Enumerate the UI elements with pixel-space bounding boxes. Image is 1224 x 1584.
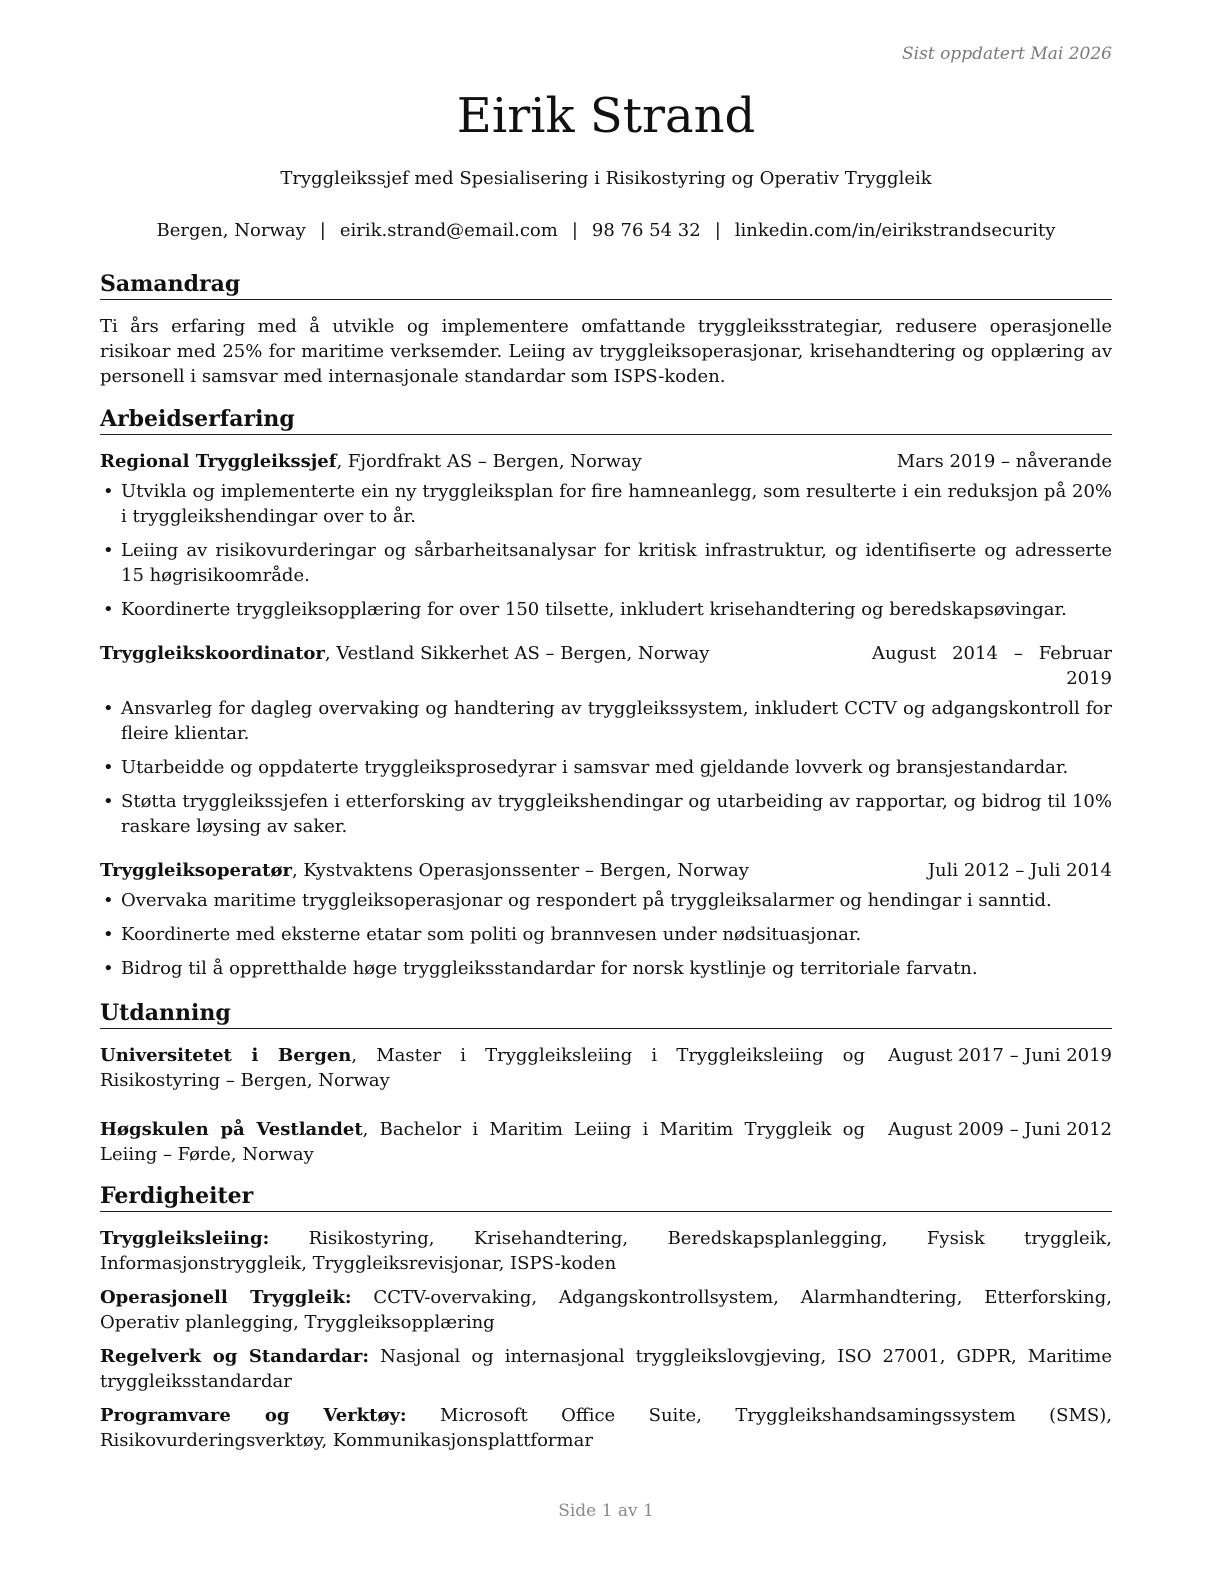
summary-text: Ti års erfaring med å utvikle og implementere omfattande tryggleiksstrategiar, redusere operasjonelle risikoar med 25% for maritime verksemder. Leiing av tryggleiksoperasjonar, krisehandtering og opplæring av personell i samsvar med internasjonale standardar som ISPS-koden. xyxy=(100,316,1112,387)
job-bullets xyxy=(100,888,1112,990)
job-dates: Mars 2019 – nåverande xyxy=(896,451,1112,472)
job-header xyxy=(100,449,1112,474)
education-item xyxy=(100,1117,1112,1167)
separator: | xyxy=(319,220,326,241)
contact-linkedin[interactable]: linkedin.com/in/eirikstrandsecurity xyxy=(734,220,1056,241)
list-item: • Ansvarleg for dagleg overvaking og handtering av tryggleikssystem, inkludert CCTV og adgangskontroll for fleire klientar. xyxy=(103,698,1112,744)
list-item: • Utarbeidde og oppdaterte tryggleiksprosedyrar i samsvar med gjeldande lovverk og bransjestandardar. xyxy=(103,757,1069,778)
job-role: Tryggleiksoperatør xyxy=(100,860,292,881)
skill-label: Regelverk og Standardar: xyxy=(100,1346,370,1367)
skill-line xyxy=(100,1403,1112,1453)
list-item: • Overvaka maritime tryggleiksoperasjonar og respondert på tryggleiksalarmer og hendingar i sanntid. xyxy=(103,890,1052,911)
job-bullets xyxy=(100,696,1112,848)
job-org: , Fjordfrakt AS – Bergen, Norway xyxy=(336,451,642,472)
section-title-summary: Samandrag xyxy=(100,270,1112,300)
separator: | xyxy=(714,220,721,241)
list-item: • Koordinerte tryggleiksopplæring for over 150 tilsette, inkludert krisehandtering og beredskapsøvingar. xyxy=(103,599,1067,620)
skill-text: Risikostyring, Krisehandtering, Beredskapsplanlegging, Fysisk tryggleik, Informasjonstryggleik, Tryggleiksrevisjonar, ISPS-koden xyxy=(100,1228,1112,1274)
skill-label: Tryggleiksleiing: xyxy=(100,1228,270,1249)
skill-text: Microsoft Office Suite, Tryggleikshandsamingssystem (SMS), Risikovurderingsverktøy, Kommunikasjonsplattformar xyxy=(100,1405,1112,1451)
list-item: • Leiing av risikovurderingar og sårbarheitsanalysar for kritisk infrastruktur, og identifiserte og adresserte 15 høgrisikoområde. xyxy=(103,540,1112,586)
section-title-skills: Ferdigheiter xyxy=(100,1182,1112,1212)
skill-line xyxy=(100,1285,1112,1335)
skill-text: Nasjonal og internasjonal tryggleikslovgjeving, ISO 27001, GDPR, Maritime tryggleiksstandardar xyxy=(100,1346,1112,1392)
job-org: , Kystvaktens Operasjonssenter – Bergen, Norway xyxy=(291,860,749,881)
job-header xyxy=(100,641,1112,691)
skill-line xyxy=(100,1226,1112,1276)
skill-text: CCTV-overvaking, Adgangskontrollsystem, Alarmhandtering, Etterforsking, Operativ planlegging, Tryggleiksopplæring xyxy=(100,1287,1112,1333)
list-item: • Utvikla og implementerte ein ny tryggleiksplan for fire hamneanlegg, som resulterte i ein reduksjon på 20% i tryggleikshendingar over to år. xyxy=(103,481,1112,527)
contact-phone: 98 76 54 32 xyxy=(591,220,701,241)
school-name: Høgskulen på Vestlandet xyxy=(100,1119,363,1140)
list-item: • Bidrog til å oppretthalde høge tryggleiksstandardar for norsk kystlinje og territoriale farvatn. xyxy=(103,958,978,979)
degree-detail: , Bachelor i Maritim Leiing i Maritim Tryggleik og Leiing – Førde, Norway xyxy=(100,1119,865,1165)
section-title-education: Utdanning xyxy=(100,999,1112,1029)
skill-label: Operasjonell Tryggleik: xyxy=(100,1287,352,1308)
education-dates: August 2017 – Juni 2019 xyxy=(888,1045,1112,1066)
section-title-experience: Arbeidserfaring xyxy=(100,405,1112,435)
candidate-name: Eirik Strand xyxy=(456,88,756,144)
job-header xyxy=(100,858,1112,883)
job-dates: August 2014 – Februar 2019 xyxy=(872,643,1112,689)
tagline: Tryggleikssjef med Spesialisering i Risikostyring og Operativ Tryggleik xyxy=(280,168,932,189)
contact-email[interactable]: eirik.strand@email.com xyxy=(339,220,558,241)
list-item: • Støtta tryggleikssjefen i etterforsking av tryggleikshendingar og utarbeiding av rapportar, og bidrog til 10% raskare løysing av saker. xyxy=(103,791,1112,837)
degree-detail: , Master i Tryggleiksleiing i Tryggleiksleiing og Risikostyring – Bergen, Norway xyxy=(100,1045,865,1091)
separator: | xyxy=(571,220,578,241)
contact-line xyxy=(100,218,1112,244)
contact-location: Bergen, Norway xyxy=(156,220,306,241)
job-role: Regional Tryggleikssjef xyxy=(100,451,337,472)
job-bullets xyxy=(100,479,1112,631)
page-number: Side 1 av 1 xyxy=(558,1501,654,1521)
skill-line xyxy=(100,1344,1112,1394)
education-dates: August 2009 – Juni 2012 xyxy=(888,1119,1112,1140)
job-role: Tryggleikskoordinator xyxy=(100,643,325,664)
last-updated: Sist oppdatert Mai 2026 xyxy=(902,44,1112,64)
education-item xyxy=(100,1043,1112,1093)
list-item: • Koordinerte med eksterne etatar som politi og brannvesen under nødsituasjonar. xyxy=(103,924,862,945)
job-org: , Vestland Sikkerhet AS – Bergen, Norway xyxy=(324,643,710,664)
job-dates: Juli 2012 – Juli 2014 xyxy=(927,860,1112,881)
school-name: Universitetet i Bergen xyxy=(100,1045,352,1066)
skill-label: Programvare og Verktøy: xyxy=(100,1405,407,1426)
